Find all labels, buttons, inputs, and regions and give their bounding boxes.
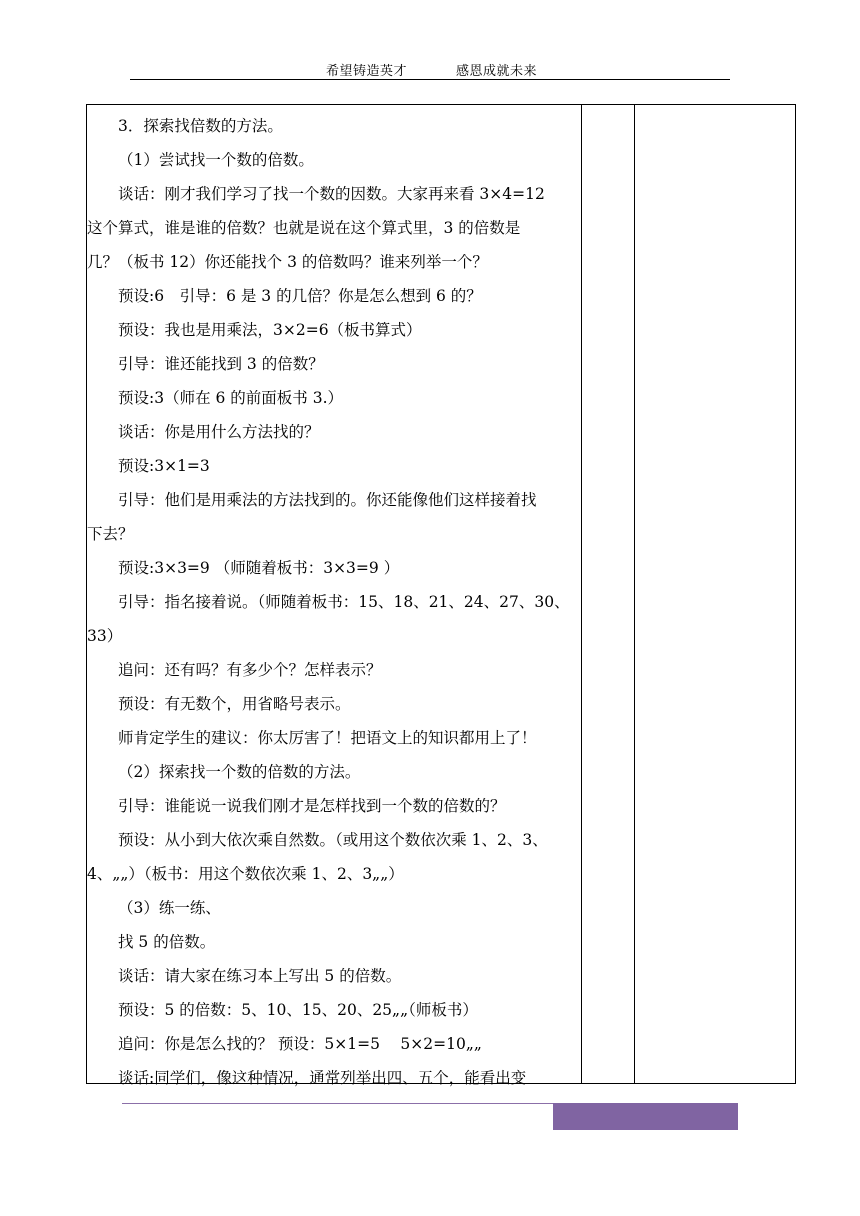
text-line: 3．探索找倍数的方法。 — [118, 117, 283, 135]
header-rule — [130, 79, 730, 80]
lesson-table — [86, 104, 796, 1087]
header-motto-right: 感恩成就未来 — [456, 64, 538, 79]
text-line: 谈话：你是用什么方法找的？ — [118, 423, 320, 441]
header-motto-left: 希望铸造英才 — [326, 64, 408, 79]
text-line: 追问：你是怎么找的？ 预设：5×1=5 5×2=10„„ — [118, 1035, 482, 1053]
text-line: 预设：我也是用乘法，3×2=6（板书算式） — [118, 321, 422, 339]
text-line: 引导：他们是用乘法的方法找到的。你还能像他们这样接着找 — [118, 491, 537, 509]
text-line: 33） — [87, 627, 123, 645]
text-line: 下去？ — [87, 525, 134, 543]
text-line: 谈话:同学们，像这种情况，通常列举出四、五个，能看出变 — [118, 1069, 527, 1087]
text-line: 预设:3×3=9 （师随着板书：3×3=9 ） — [118, 559, 400, 577]
text-line: 谈话：刚才我们学习了找一个数的因数。大家再来看 3×4=12 — [118, 185, 545, 203]
text-line: 这个算式，谁是谁的倍数？也就是说在这个算式里，3 的倍数是 — [87, 219, 521, 237]
column-divider — [634, 105, 635, 1083]
text-line: 预设:3（师在 6 的前面板书 3.） — [118, 389, 344, 407]
text-line: 几？（板书 12）你还能找个 3 的倍数吗？谁来列举一个？ — [87, 253, 488, 271]
text-line: （2）探索找一个数的倍数的方法。 — [118, 763, 361, 781]
text-line: 预设：有无数个，用省略号表示。 — [118, 695, 351, 713]
text-line: 找 5 的倍数。 — [118, 933, 216, 951]
page-header — [130, 60, 730, 80]
lesson-content-cell — [87, 109, 581, 1095]
text-line: 预设:3×1=3 — [118, 457, 210, 475]
text-line: 引导：谁还能找到 3 的倍数？ — [118, 355, 324, 373]
column-divider — [581, 105, 582, 1083]
text-line: 师肯定学生的建议：你太厉害了！把语文上的知识都用上了！ — [118, 729, 537, 747]
text-line: 谈话：请大家在练习本上写出 5 的倍数。 — [118, 967, 402, 985]
text-line: （1）尝试找一个数的倍数。 — [118, 151, 314, 169]
text-line: 预设:6 引导：6 是 3 的几倍？你是怎么想到 6 的？ — [118, 287, 482, 305]
text-line: 追问：还有吗？有多少个？怎样表示？ — [118, 661, 382, 679]
text-line: 4、„„）（板书：用这个数依次乘 1、2、3„„） — [87, 865, 404, 883]
text-line: 预设：5 的倍数：5、10、15、20、25„„（师板书） — [118, 1001, 478, 1019]
footer-rule — [122, 1103, 554, 1104]
text-line: 预设：从小到大依次乘自然数。（或用这个数依次乘 1、2、3、 — [118, 831, 548, 849]
footer-color-bar — [553, 1103, 738, 1130]
text-line: 引导：指名接着说。（师随着板书：15、18、21、24、27、30、 — [118, 593, 570, 611]
text-line: （3）练一练、 — [118, 899, 221, 917]
text-line: 引导：谁能说一说我们刚才是怎样找到一个数的倍数的？ — [118, 797, 506, 815]
